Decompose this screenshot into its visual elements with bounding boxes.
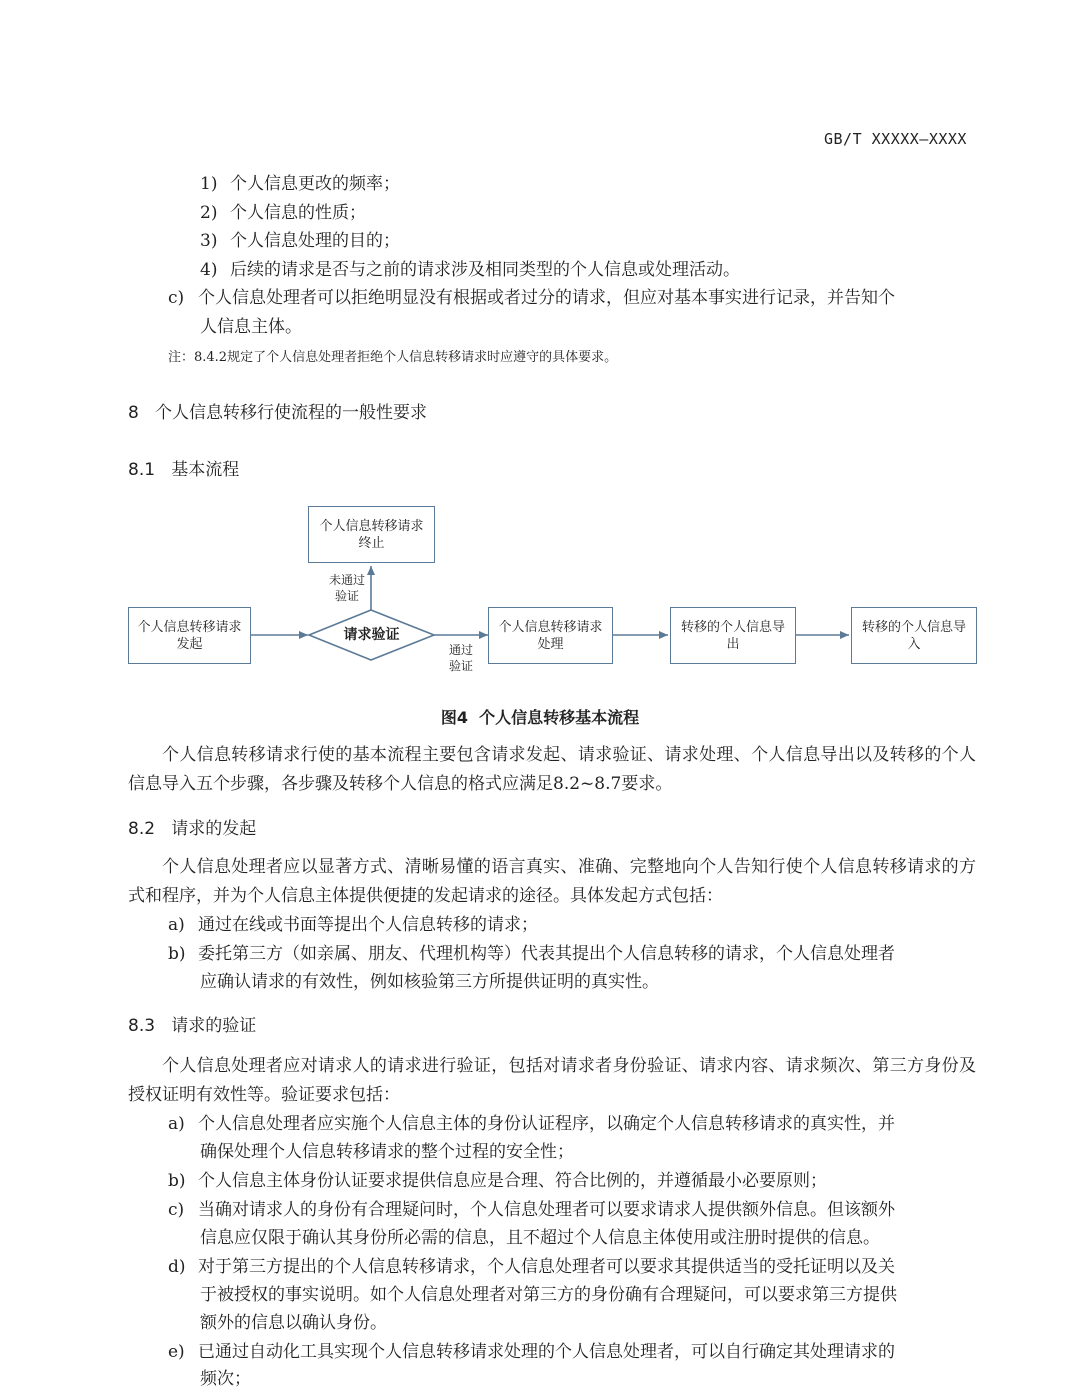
flow-box-text: 个人信息转移请求终止 bbox=[319, 518, 424, 551]
list-item-continuation: 额外的信息以确认身份。 bbox=[200, 1313, 387, 1333]
flow-box-text: 个人信息转移请求处理 bbox=[498, 619, 603, 652]
list-item-continuation: 确保处理个人信息转移请求的整个过程的安全性； bbox=[200, 1142, 574, 1162]
list-item-text: 当确对请求人的身份有合理疑问时，个人信息处理者可以要求请求人提供额外信息。但该额外 bbox=[198, 1200, 895, 1220]
flow-box-export bbox=[670, 607, 796, 664]
flow-box-terminate bbox=[308, 506, 435, 563]
figure-caption: 图4 个人信息转移基本流程 bbox=[440, 708, 640, 727]
flow-box-process bbox=[488, 607, 613, 664]
list-item-text: 委托第三方（如亲属、朋友、代理机构等）代表其提出个人信息转移的请求，个人信息处理者 bbox=[198, 944, 895, 964]
list-item bbox=[168, 1110, 895, 1139]
list-item-continuation: 人信息主体。 bbox=[200, 317, 302, 337]
list-item bbox=[168, 1338, 895, 1367]
list-item-label: 4) bbox=[200, 260, 218, 280]
document-code: GB/T XXXXX—XXXX bbox=[824, 130, 967, 148]
flow-box-import bbox=[851, 607, 977, 664]
subsection-heading: 8.2 请求的发起 bbox=[128, 819, 257, 839]
paragraph: 个人信息转移请求行使的基本流程主要包含请求发起、请求验证、请求处理、个人信息导出以及转移的个人信息导入五个步骤，各步骤及转移个人信息的格式应满足8.2~8.7要求。 bbox=[128, 745, 976, 794]
flow-label-pass: 通过 验证 bbox=[448, 643, 473, 673]
list-item bbox=[168, 1167, 827, 1196]
list-item-text: 已通过自动化工具实现个人信息转移请求处理的个人信息处理者，可以自行确定其处理请求的 bbox=[198, 1342, 895, 1362]
subsection-heading: 8.1 基本流程 bbox=[128, 460, 240, 480]
list-item-continuation: 频次； bbox=[200, 1369, 251, 1389]
paragraph: 个人信息处理者应以显著方式、清晰易懂的语言真实、准确、完整地向个人告知行使个人信息转移请求的方式和程序，并为个人信息主体提供便捷的发起请求的途径。具体发起方式包括： bbox=[128, 857, 976, 906]
list-item-label: a) bbox=[168, 1114, 185, 1134]
list-item-label: d) bbox=[168, 1257, 186, 1277]
list-item-text: 个人信息处理者应实施个人信息主体的身份认证程序，以确定个人信息转移请求的真实性，并 bbox=[198, 1114, 895, 1134]
list-item-text: 通过在线或书面等提出个人信息转移的请求； bbox=[198, 915, 538, 935]
section-heading: 8 个人信息转移行使流程的一般性要求 bbox=[128, 403, 428, 423]
flow-box-text: 转移的个人信息导入 bbox=[861, 619, 966, 652]
flow-label-fail: 未通过 验证 bbox=[328, 573, 365, 603]
note: 注：8.4.2规定了个人信息处理者拒绝个人信息转移请求时应遵守的具体要求。 bbox=[168, 350, 618, 365]
subsection-heading: 8.3 请求的验证 bbox=[128, 1016, 257, 1036]
list-item-label: b) bbox=[168, 1171, 186, 1191]
list-item-label: e) bbox=[168, 1342, 185, 1362]
list-item-text: 个人信息处理者可以拒绝明显没有根据或者过分的请求，但应对基本事实进行记录，并告知个 bbox=[198, 288, 895, 308]
flow-box-initiate bbox=[128, 607, 251, 664]
flow-box-text: 转移的个人信息导出 bbox=[680, 619, 785, 652]
list-item bbox=[168, 911, 538, 940]
list-item-label: c) bbox=[168, 1200, 185, 1220]
list-item-label: 3) bbox=[200, 231, 218, 251]
list-item bbox=[168, 1196, 895, 1225]
list-item-label: a) bbox=[168, 915, 185, 935]
list-item-label: 1) bbox=[200, 174, 218, 194]
list-item bbox=[168, 1253, 895, 1282]
list-item-continuation: 应确认请求的有效性，例如核验第三方所提供证明的真实性。 bbox=[200, 972, 659, 992]
list-item-label: b) bbox=[168, 944, 186, 964]
list-item-text: 个人信息主体身份认证要求提供信息应是合理、符合比例的，并遵循最小必要原则； bbox=[198, 1171, 827, 1191]
list-item-label: 2) bbox=[200, 203, 218, 223]
flow-box-text: 个人信息转移请求发起 bbox=[137, 619, 242, 652]
list-item-text: 个人信息更改的频率； bbox=[230, 174, 400, 194]
list-item-label: c) bbox=[168, 288, 185, 308]
list-item-continuation: 信息应仅限于确认其身份所必需的信息，且不超过个人信息主体使用或注册时提供的信息。 bbox=[200, 1228, 880, 1248]
paragraph: 个人信息处理者应对请求人的请求进行验证，包括对请求者身份验证、请求内容、请求频次、第三方身份及授权证明有效性等。验证要求包括： bbox=[128, 1056, 976, 1105]
list-item-text: 对于第三方提出的个人信息转移请求，个人信息处理者可以要求其提供适当的受托证明以及关 bbox=[198, 1257, 895, 1277]
list-item-text: 个人信息处理的目的； bbox=[230, 231, 400, 251]
verify-diamond-label: 请求验证 bbox=[343, 627, 400, 643]
list-item-text: 后续的请求是否与之前的请求涉及相同类型的个人信息或处理活动。 bbox=[230, 260, 740, 280]
list-item bbox=[168, 940, 895, 969]
list-item-continuation: 于被授权的事实说明。如个人信息处理者对第三方的身份确有合理疑问，可以要求第三方提供 bbox=[200, 1285, 897, 1305]
list-item-text: 个人信息的性质； bbox=[230, 203, 366, 223]
